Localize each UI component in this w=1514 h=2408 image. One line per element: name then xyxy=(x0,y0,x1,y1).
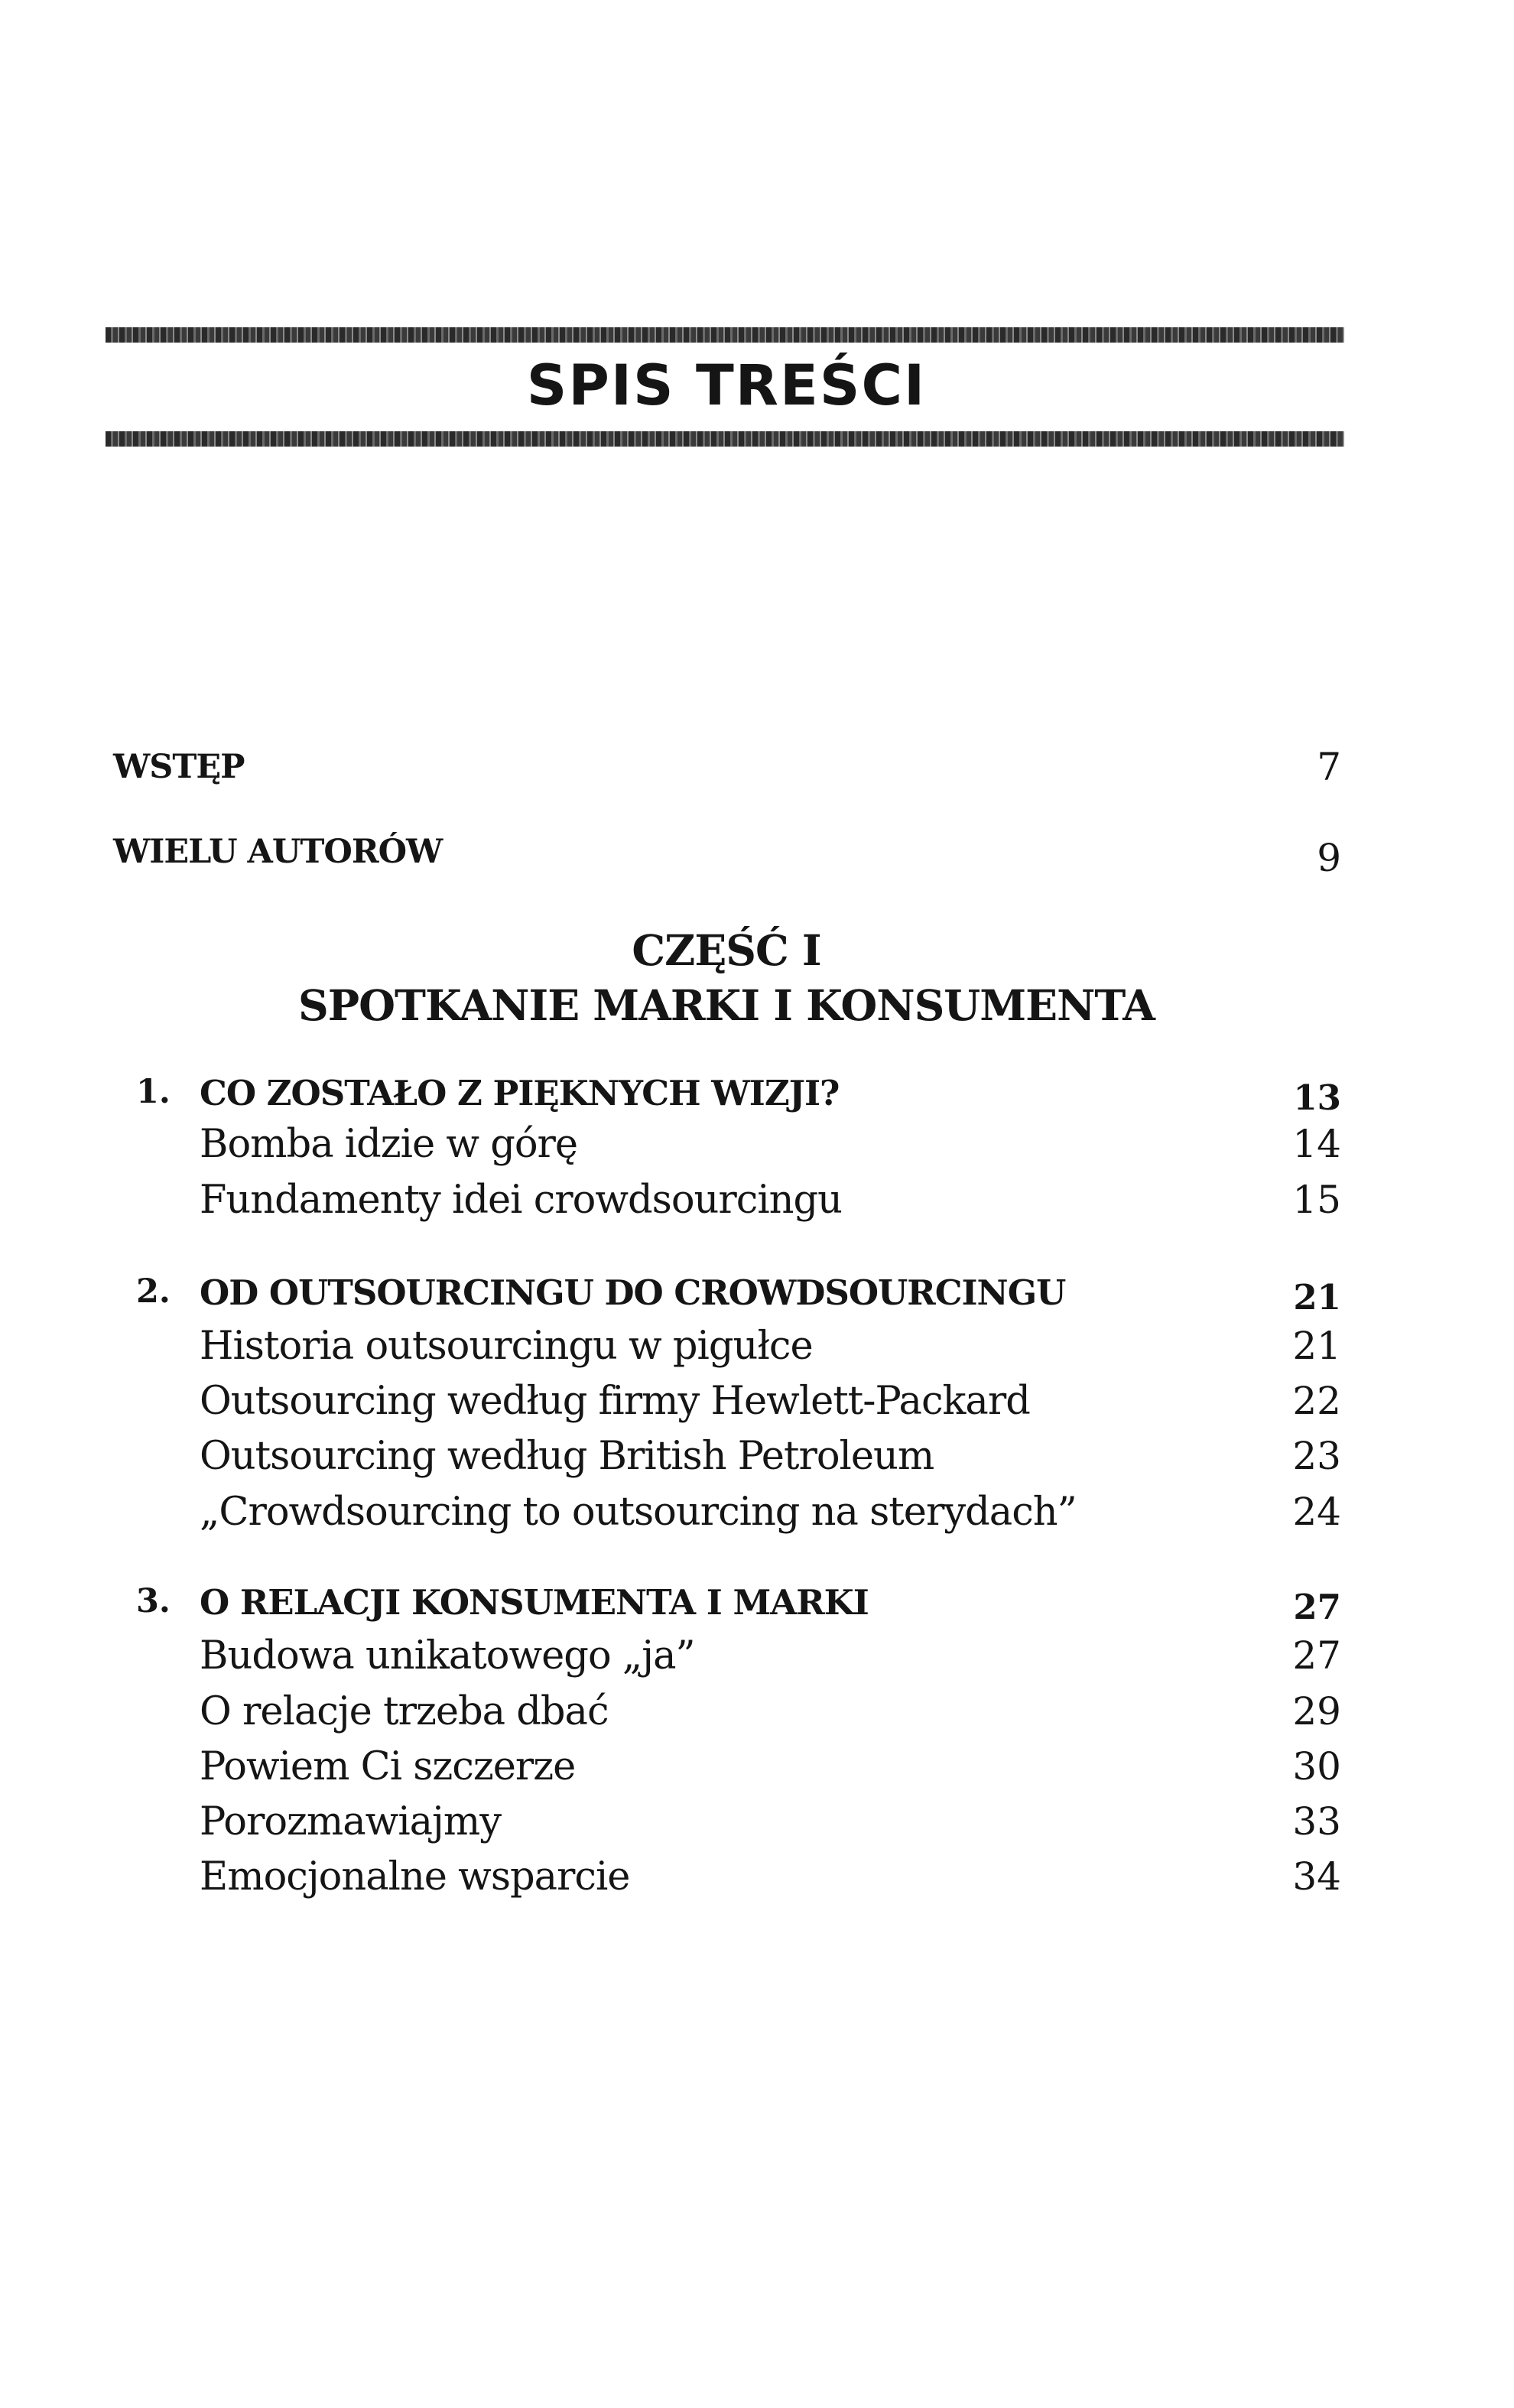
section-label: Historia outsourcingu w pigułce xyxy=(200,1324,813,1369)
section-label: Outsourcing według firmy Hewlett-Packard xyxy=(200,1379,1030,1424)
section-entry[interactable] xyxy=(0,1122,1514,1183)
toc-entry-label: WSTĘP xyxy=(113,748,245,786)
section-page: 15 xyxy=(1292,1178,1341,1222)
section-label: Emocjonalne wsparcie xyxy=(200,1854,630,1899)
section-page: 22 xyxy=(1292,1379,1341,1423)
section-page: 27 xyxy=(1292,1633,1341,1678)
part-title: SPOTKANIE MARKI I KONSUMENTA xyxy=(298,980,1155,1030)
section-label: Fundamenty idei crowdsourcingu xyxy=(200,1178,842,1223)
chapter-title: CO ZOSTAŁO Z PIĘKNYCH WIZJI? xyxy=(200,1073,840,1113)
section-page: 33 xyxy=(1292,1799,1341,1844)
section-label: „Crowdsourcing to outsourcing na sterydach” xyxy=(200,1490,1077,1535)
part-number: CZĘŚĆ I xyxy=(632,925,821,975)
chapter-page: 21 xyxy=(1293,1277,1341,1318)
chapter-number: 1. xyxy=(136,1073,171,1111)
section-label: O relacje trzeba dbać xyxy=(200,1689,609,1734)
chapter-page: 27 xyxy=(1293,1587,1341,1627)
chapter-number: 3. xyxy=(136,1582,171,1620)
section-label: Budowa unikatowego „ja” xyxy=(200,1633,695,1678)
title-rule-bottom xyxy=(106,431,1344,447)
section-page: 34 xyxy=(1292,1854,1341,1899)
section-entry[interactable] xyxy=(0,1379,1514,1440)
chapter-number: 2. xyxy=(136,1272,171,1311)
toc-entry-wielu-autorow[interactable] xyxy=(0,833,1514,894)
toc-entry-page: 9 xyxy=(1317,836,1341,880)
section-entry[interactable] xyxy=(0,1434,1514,1495)
toc-entry-label: WIELU AUTORÓW xyxy=(113,833,443,871)
section-label: Outsourcing według British Petroleum xyxy=(200,1434,934,1479)
section-entry[interactable] xyxy=(0,1490,1514,1551)
section-page: 23 xyxy=(1292,1434,1341,1478)
section-page: 24 xyxy=(1292,1490,1341,1534)
toc-entry-wstep[interactable] xyxy=(0,745,1514,809)
chapter-page: 13 xyxy=(1293,1077,1341,1118)
section-entry[interactable] xyxy=(0,1178,1514,1239)
section-page: 30 xyxy=(1292,1744,1341,1789)
section-label: Porozmawiajmy xyxy=(200,1799,502,1844)
section-entry[interactable] xyxy=(0,1633,1514,1695)
section-page: 29 xyxy=(1292,1689,1341,1734)
chapter-title: OD OUTSOURCINGU DO CROWDSOURCINGU xyxy=(200,1272,1066,1313)
section-entry[interactable] xyxy=(0,1799,1514,1860)
section-entry[interactable] xyxy=(0,1324,1514,1385)
section-entry[interactable] xyxy=(0,1744,1514,1805)
section-page: 14 xyxy=(1292,1122,1341,1166)
section-entry[interactable] xyxy=(0,1854,1514,1916)
section-label: Powiem Ci szczerze xyxy=(200,1744,576,1789)
section-page: 21 xyxy=(1292,1324,1341,1368)
section-entry[interactable] xyxy=(0,1689,1514,1750)
page-title: SPIS TREŚCI xyxy=(526,353,927,418)
title-rule-top xyxy=(106,327,1344,343)
section-label: Bomba idzie w górę xyxy=(200,1122,578,1167)
chapter-title: O RELACJI KONSUMENTA I MARKI xyxy=(200,1582,869,1623)
toc-entry-page: 7 xyxy=(1317,745,1341,789)
